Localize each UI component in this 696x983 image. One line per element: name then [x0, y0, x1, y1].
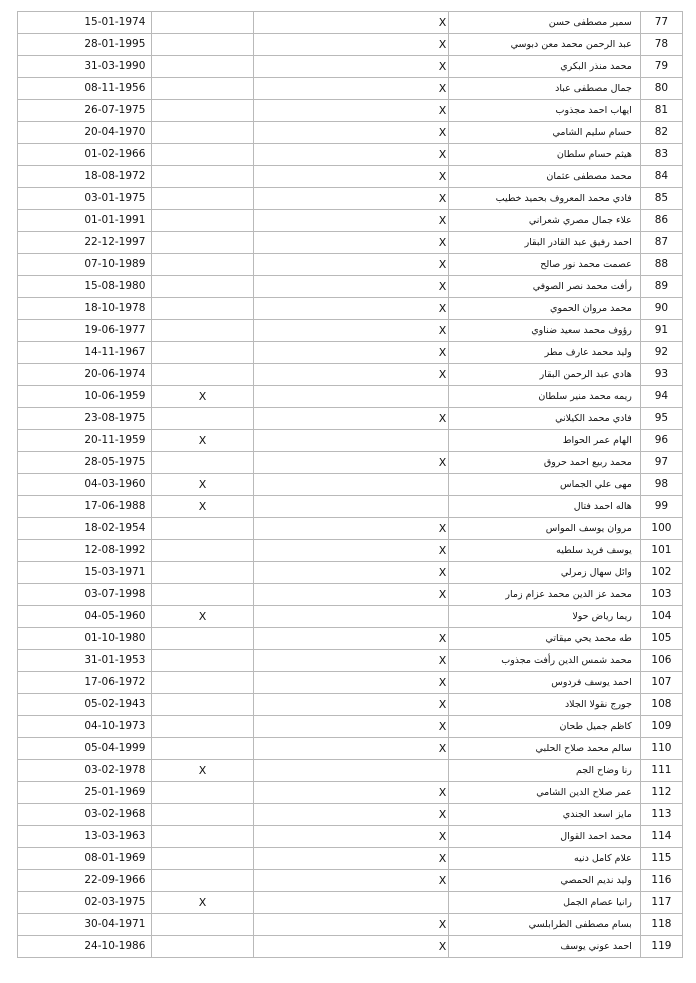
name-cell: احمد رفيق عبد القادر البقار — [449, 232, 641, 254]
table-row — [18, 496, 683, 518]
male-mark-cell: X — [253, 56, 449, 78]
female-mark-cell — [152, 936, 253, 958]
male-mark-cell: X — [253, 276, 449, 298]
female-mark-cell: X — [152, 496, 253, 518]
table-row — [18, 122, 683, 144]
male-mark-cell — [253, 760, 449, 782]
name-cell: عمر صلاح الدين الشامي — [449, 782, 641, 804]
birth-date-cell: 20-04-1970 — [18, 122, 152, 144]
row-number-cell: 97 — [640, 452, 682, 474]
table-row — [18, 518, 683, 540]
registry-sheet — [17, 11, 683, 958]
female-mark-cell — [152, 584, 253, 606]
male-mark-cell: X — [253, 782, 449, 804]
female-mark-cell: X — [152, 430, 253, 452]
table-row — [18, 914, 683, 936]
birth-date-cell: 15-08-1980 — [18, 276, 152, 298]
registry-table — [17, 11, 683, 958]
table-row — [18, 562, 683, 584]
birth-date-cell: 18-10-1978 — [18, 298, 152, 320]
birth-date-cell: 03-02-1978 — [18, 760, 152, 782]
female-mark-cell — [152, 210, 253, 232]
male-mark-cell: X — [253, 364, 449, 386]
male-mark-cell: X — [253, 694, 449, 716]
female-mark-cell: X — [152, 474, 253, 496]
birth-date-cell: 14-11-1967 — [18, 342, 152, 364]
male-mark-cell: X — [253, 848, 449, 870]
female-mark-cell — [152, 804, 253, 826]
table-row — [18, 628, 683, 650]
row-number-cell: 103 — [640, 584, 682, 606]
table-row — [18, 584, 683, 606]
name-cell: علام كامل دنيه — [449, 848, 641, 870]
name-cell: سالم محمد صلاح الحلبي — [449, 738, 641, 760]
birth-date-cell: 24-10-1986 — [18, 936, 152, 958]
row-number-cell: 96 — [640, 430, 682, 452]
name-cell: وليد نديم الحمصي — [449, 870, 641, 892]
row-number-cell: 109 — [640, 716, 682, 738]
row-number-cell: 111 — [640, 760, 682, 782]
birth-date-cell: 15-03-1971 — [18, 562, 152, 584]
female-mark-cell — [152, 914, 253, 936]
birth-date-cell: 05-04-1999 — [18, 738, 152, 760]
table-row — [18, 78, 683, 100]
male-mark-cell — [253, 496, 449, 518]
table-row — [18, 210, 683, 232]
table-row — [18, 694, 683, 716]
birth-date-cell: 28-01-1995 — [18, 34, 152, 56]
male-mark-cell: X — [253, 870, 449, 892]
row-number-cell: 91 — [640, 320, 682, 342]
female-mark-cell — [152, 56, 253, 78]
birth-date-cell: 02-03-1975 — [18, 892, 152, 914]
female-mark-cell — [152, 694, 253, 716]
male-mark-cell — [253, 606, 449, 628]
birth-date-cell: 07-10-1989 — [18, 254, 152, 276]
table-row — [18, 936, 683, 958]
table-row — [18, 430, 683, 452]
female-mark-cell — [152, 78, 253, 100]
row-number-cell: 106 — [640, 650, 682, 672]
name-cell: عصمت محمد نور صالح — [449, 254, 641, 276]
name-cell: جمال مصطفى عباد — [449, 78, 641, 100]
female-mark-cell — [152, 672, 253, 694]
birth-date-cell: 03-01-1975 — [18, 188, 152, 210]
table-row — [18, 232, 683, 254]
birth-date-cell: 10-06-1959 — [18, 386, 152, 408]
name-cell: محمد مصطفى عثمان — [449, 166, 641, 188]
name-cell: محمد ربيع احمد حروق — [449, 452, 641, 474]
male-mark-cell: X — [253, 232, 449, 254]
birth-date-cell: 23-08-1975 — [18, 408, 152, 430]
birth-date-cell: 03-02-1968 — [18, 804, 152, 826]
male-mark-cell: X — [253, 144, 449, 166]
male-mark-cell: X — [253, 540, 449, 562]
female-mark-cell: X — [152, 760, 253, 782]
row-number-cell: 80 — [640, 78, 682, 100]
female-mark-cell — [152, 562, 253, 584]
name-cell: محمد مروان الحموي — [449, 298, 641, 320]
male-mark-cell: X — [253, 738, 449, 760]
male-mark-cell: X — [253, 584, 449, 606]
birth-date-cell: 04-03-1960 — [18, 474, 152, 496]
row-number-cell: 90 — [640, 298, 682, 320]
female-mark-cell — [152, 144, 253, 166]
table-row — [18, 782, 683, 804]
female-mark-cell — [152, 738, 253, 760]
birth-date-cell: 17-06-1972 — [18, 672, 152, 694]
birth-date-cell: 20-06-1974 — [18, 364, 152, 386]
row-number-cell: 98 — [640, 474, 682, 496]
row-number-cell: 118 — [640, 914, 682, 936]
female-mark-cell — [152, 716, 253, 738]
name-cell: محمد منذر البكري — [449, 56, 641, 78]
female-mark-cell — [152, 100, 253, 122]
table-row — [18, 826, 683, 848]
male-mark-cell: X — [253, 78, 449, 100]
table-row — [18, 144, 683, 166]
table-row — [18, 12, 683, 34]
row-number-cell: 85 — [640, 188, 682, 210]
registry-rows — [18, 12, 683, 958]
table-row — [18, 342, 683, 364]
name-cell: ايهاب احمد مجذوب — [449, 100, 641, 122]
female-mark-cell — [152, 34, 253, 56]
male-mark-cell: X — [253, 562, 449, 584]
row-number-cell: 88 — [640, 254, 682, 276]
row-number-cell: 86 — [640, 210, 682, 232]
female-mark-cell — [152, 298, 253, 320]
birth-date-cell: 12-08-1992 — [18, 540, 152, 562]
female-mark-cell — [152, 122, 253, 144]
table-row — [18, 606, 683, 628]
female-mark-cell — [152, 12, 253, 34]
name-cell: عبد الرحمن محمد معن دبوسي — [449, 34, 641, 56]
row-number-cell: 119 — [640, 936, 682, 958]
male-mark-cell: X — [253, 100, 449, 122]
male-mark-cell: X — [253, 914, 449, 936]
birth-date-cell: 26-07-1975 — [18, 100, 152, 122]
table-row — [18, 364, 683, 386]
female-mark-cell — [152, 826, 253, 848]
table-row — [18, 188, 683, 210]
name-cell: محمد احمد القوال — [449, 826, 641, 848]
row-number-cell: 79 — [640, 56, 682, 78]
table-row — [18, 386, 683, 408]
male-mark-cell: X — [253, 254, 449, 276]
male-mark-cell: X — [253, 628, 449, 650]
row-number-cell: 114 — [640, 826, 682, 848]
row-number-cell: 105 — [640, 628, 682, 650]
male-mark-cell: X — [253, 122, 449, 144]
male-mark-cell — [253, 474, 449, 496]
birth-date-cell: 17-06-1988 — [18, 496, 152, 518]
name-cell: رانيا عصام الجمل — [449, 892, 641, 914]
table-row — [18, 408, 683, 430]
row-number-cell: 112 — [640, 782, 682, 804]
name-cell: الهام عمر الحواط — [449, 430, 641, 452]
male-mark-cell: X — [253, 298, 449, 320]
birth-date-cell: 05-02-1943 — [18, 694, 152, 716]
name-cell: هيثم حسام سلطان — [449, 144, 641, 166]
female-mark-cell: X — [152, 606, 253, 628]
table-row — [18, 804, 683, 826]
name-cell: رنا وضاح الجم — [449, 760, 641, 782]
name-cell: رأفت محمد نصر الصوفي — [449, 276, 641, 298]
row-number-cell: 78 — [640, 34, 682, 56]
table-row — [18, 650, 683, 672]
female-mark-cell — [152, 166, 253, 188]
row-number-cell: 115 — [640, 848, 682, 870]
female-mark-cell: X — [152, 892, 253, 914]
row-number-cell: 83 — [640, 144, 682, 166]
row-number-cell: 84 — [640, 166, 682, 188]
name-cell: مروان يوسف المواس — [449, 518, 641, 540]
name-cell: بسام مصطفى الطرابلسي — [449, 914, 641, 936]
name-cell: مايز اسعد الجندي — [449, 804, 641, 826]
row-number-cell: 93 — [640, 364, 682, 386]
name-cell: فادي محمد المعروف بحميد خطيب — [449, 188, 641, 210]
birth-date-cell: 01-02-1966 — [18, 144, 152, 166]
table-row — [18, 452, 683, 474]
row-number-cell: 108 — [640, 694, 682, 716]
name-cell: يوسف فريد سلطيه — [449, 540, 641, 562]
female-mark-cell — [152, 540, 253, 562]
male-mark-cell: X — [253, 210, 449, 232]
name-cell: هاله احمد فتال — [449, 496, 641, 518]
row-number-cell: 117 — [640, 892, 682, 914]
female-mark-cell — [152, 232, 253, 254]
birth-date-cell: 01-10-1980 — [18, 628, 152, 650]
female-mark-cell — [152, 650, 253, 672]
row-number-cell: 77 — [640, 12, 682, 34]
name-cell: طه محمد يحي ميقاتي — [449, 628, 641, 650]
female-mark-cell — [152, 188, 253, 210]
table-row — [18, 892, 683, 914]
birth-date-cell: 28-05-1975 — [18, 452, 152, 474]
male-mark-cell: X — [253, 342, 449, 364]
birth-date-cell: 25-01-1969 — [18, 782, 152, 804]
female-mark-cell — [152, 870, 253, 892]
birth-date-cell: 01-01-1991 — [18, 210, 152, 232]
male-mark-cell — [253, 892, 449, 914]
row-number-cell: 87 — [640, 232, 682, 254]
row-number-cell: 94 — [640, 386, 682, 408]
female-mark-cell — [152, 848, 253, 870]
name-cell: سمير مصطفى حسن — [449, 12, 641, 34]
row-number-cell: 113 — [640, 804, 682, 826]
name-cell: وائل سهال زمرلي — [449, 562, 641, 584]
name-cell: كاظم جميل طحان — [449, 716, 641, 738]
female-mark-cell — [152, 408, 253, 430]
male-mark-cell: X — [253, 320, 449, 342]
row-number-cell: 81 — [640, 100, 682, 122]
name-cell: هادي عبد الرحمن البقار — [449, 364, 641, 386]
row-number-cell: 82 — [640, 122, 682, 144]
female-mark-cell — [152, 628, 253, 650]
birth-date-cell: 18-02-1954 — [18, 518, 152, 540]
name-cell: ريما رياض حولا — [449, 606, 641, 628]
name-cell: احمد عوني يوسف — [449, 936, 641, 958]
male-mark-cell: X — [253, 826, 449, 848]
table-row — [18, 738, 683, 760]
table-row — [18, 540, 683, 562]
table-row — [18, 672, 683, 694]
male-mark-cell: X — [253, 12, 449, 34]
birth-date-cell: 13-03-1963 — [18, 826, 152, 848]
row-number-cell: 99 — [640, 496, 682, 518]
male-mark-cell — [253, 386, 449, 408]
birth-date-cell: 03-07-1998 — [18, 584, 152, 606]
name-cell: جورج نقولا الجلاد — [449, 694, 641, 716]
row-number-cell: 100 — [640, 518, 682, 540]
female-mark-cell — [152, 254, 253, 276]
name-cell: حسام سليم الشامي — [449, 122, 641, 144]
birth-date-cell: 04-10-1973 — [18, 716, 152, 738]
birth-date-cell: 31-03-1990 — [18, 56, 152, 78]
table-row — [18, 760, 683, 782]
name-cell: احمد يوسف فردوس — [449, 672, 641, 694]
female-mark-cell — [152, 364, 253, 386]
male-mark-cell: X — [253, 518, 449, 540]
table-row — [18, 716, 683, 738]
male-mark-cell: X — [253, 716, 449, 738]
female-mark-cell — [152, 276, 253, 298]
row-number-cell: 116 — [640, 870, 682, 892]
name-cell: محمد عز الدين محمد عزام زمار — [449, 584, 641, 606]
male-mark-cell: X — [253, 166, 449, 188]
table-row — [18, 254, 683, 276]
table-row — [18, 848, 683, 870]
table-row — [18, 320, 683, 342]
row-number-cell: 95 — [640, 408, 682, 430]
male-mark-cell: X — [253, 408, 449, 430]
row-number-cell: 104 — [640, 606, 682, 628]
birth-date-cell: 20-11-1959 — [18, 430, 152, 452]
female-mark-cell — [152, 342, 253, 364]
birth-date-cell: 15-01-1974 — [18, 12, 152, 34]
table-row — [18, 56, 683, 78]
birth-date-cell: 04-05-1960 — [18, 606, 152, 628]
row-number-cell: 110 — [640, 738, 682, 760]
birth-date-cell: 08-01-1969 — [18, 848, 152, 870]
birth-date-cell: 19-06-1977 — [18, 320, 152, 342]
male-mark-cell: X — [253, 804, 449, 826]
birth-date-cell: 22-09-1966 — [18, 870, 152, 892]
birth-date-cell: 18-08-1972 — [18, 166, 152, 188]
name-cell: ريمه محمد منير سلطان — [449, 386, 641, 408]
female-mark-cell: X — [152, 386, 253, 408]
table-row — [18, 34, 683, 56]
male-mark-cell: X — [253, 936, 449, 958]
birth-date-cell: 22-12-1997 — [18, 232, 152, 254]
female-mark-cell — [152, 782, 253, 804]
table-row — [18, 166, 683, 188]
female-mark-cell — [152, 518, 253, 540]
row-number-cell: 101 — [640, 540, 682, 562]
male-mark-cell: X — [253, 34, 449, 56]
male-mark-cell: X — [253, 672, 449, 694]
name-cell: رؤوف محمد سعيد ضناوي — [449, 320, 641, 342]
female-mark-cell — [152, 320, 253, 342]
name-cell: مهى علي الجماس — [449, 474, 641, 496]
name-cell: علاء جمال مصري شعراني — [449, 210, 641, 232]
birth-date-cell: 31-01-1953 — [18, 650, 152, 672]
birth-date-cell: 30-04-1971 — [18, 914, 152, 936]
table-row — [18, 100, 683, 122]
table-row — [18, 298, 683, 320]
birth-date-cell: 08-11-1956 — [18, 78, 152, 100]
table-row — [18, 276, 683, 298]
row-number-cell: 92 — [640, 342, 682, 364]
row-number-cell: 102 — [640, 562, 682, 584]
male-mark-cell: X — [253, 650, 449, 672]
table-row — [18, 870, 683, 892]
table-row — [18, 474, 683, 496]
name-cell: محمد شمس الدين رأفت مجذوب — [449, 650, 641, 672]
male-mark-cell: X — [253, 188, 449, 210]
female-mark-cell — [152, 452, 253, 474]
name-cell: وليد محمد عارف مطر — [449, 342, 641, 364]
row-number-cell: 107 — [640, 672, 682, 694]
male-mark-cell: X — [253, 452, 449, 474]
male-mark-cell — [253, 430, 449, 452]
name-cell: فادي محمد الكيلاني — [449, 408, 641, 430]
row-number-cell: 89 — [640, 276, 682, 298]
